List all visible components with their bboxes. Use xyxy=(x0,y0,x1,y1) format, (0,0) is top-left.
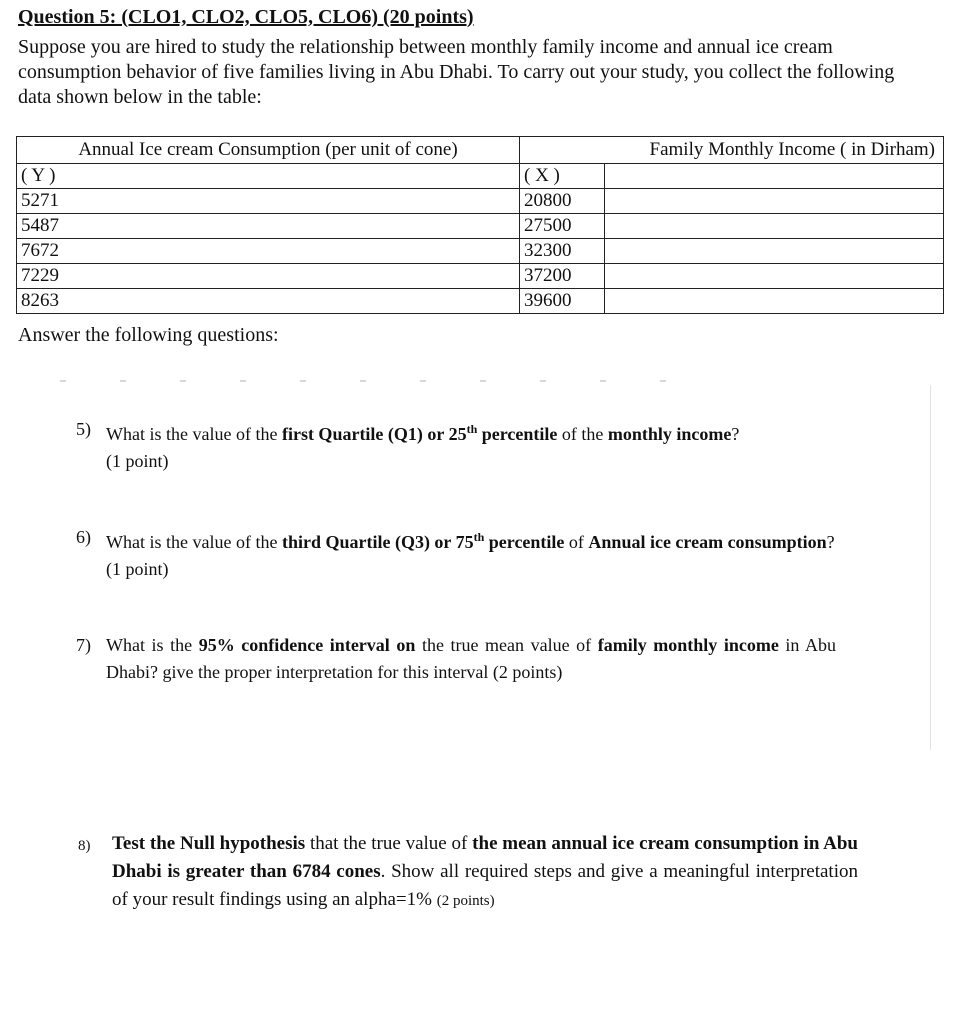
data-table xyxy=(16,136,944,314)
question-number: 6) xyxy=(76,527,91,547)
question-body xyxy=(78,830,858,915)
table-empty-cell xyxy=(605,189,944,214)
table-row xyxy=(17,239,944,264)
table-empty-cell xyxy=(605,239,944,264)
question-text: What is the value of the xyxy=(106,532,282,552)
question-emphasis: first Quartile (Q1) or 25 xyxy=(281,424,467,444)
cell-y: 5487 xyxy=(17,214,520,239)
cell-y: 8263 xyxy=(17,289,520,314)
question-points: (2 points) xyxy=(436,893,495,909)
question-text: of xyxy=(564,532,589,552)
question-text: in Abu Dhabi? give the proper interpretation for this interval (2 points) xyxy=(106,635,836,682)
question-title: Question 5: (CLO1, CLO2, CLO5, CLO6) (20 points) xyxy=(18,6,474,28)
question-emphasis: third Quartile (Q3) or 75 xyxy=(281,532,474,552)
faint-divider xyxy=(60,380,720,382)
question-text: the true mean value of xyxy=(415,635,598,655)
cell-y: 7229 xyxy=(17,264,520,289)
cell-x: 27500 xyxy=(520,214,605,239)
table-empty-cell xyxy=(605,164,944,189)
question-emphasis: 95% confidence interval on xyxy=(198,635,416,655)
table-empty-cell xyxy=(605,264,944,289)
question-8 xyxy=(78,830,858,915)
question-text: . Show all required steps and give a meaningful interpretation of your result findings using an alpha=1% xyxy=(112,861,858,910)
col-y-header: Annual Ice cream Consumption (per unit of cone) xyxy=(17,137,520,164)
table-empty-cell xyxy=(605,214,944,239)
page-edge-line xyxy=(930,385,931,750)
question-points: (1 point) xyxy=(106,451,169,471)
cell-x: 39600 xyxy=(520,289,605,314)
col-y-symbol: ( Y ) xyxy=(17,164,520,189)
question-text: What is the xyxy=(106,635,199,655)
table-empty-cell xyxy=(605,289,944,314)
question-emphasis: percentile xyxy=(484,532,565,552)
cell-y: 7672 xyxy=(17,239,520,264)
question-text: What is the value of the xyxy=(106,424,282,444)
table-row xyxy=(17,164,944,189)
table-header-row xyxy=(17,137,944,164)
question-number: 8) xyxy=(78,838,91,854)
question-body xyxy=(76,632,836,686)
question-text: of the xyxy=(557,424,608,444)
cell-y: 5271 xyxy=(17,189,520,214)
question-text: that the true value of xyxy=(305,833,473,854)
question-emphasis: Annual ice cream consumption xyxy=(588,532,827,552)
question-number: 5) xyxy=(76,419,91,439)
cell-x: 20800 xyxy=(520,189,605,214)
answer-label: Answer the following questions: xyxy=(18,324,279,346)
table-row xyxy=(17,264,944,289)
question-7 xyxy=(76,632,836,686)
col-x-symbol: ( X ) xyxy=(520,164,605,189)
question-emphasis: family monthly income xyxy=(597,635,779,655)
question-text: ? xyxy=(731,424,740,444)
question-text: ? (1 point) xyxy=(106,532,835,579)
cell-x: 37200 xyxy=(520,264,605,289)
intro-paragraph: Suppose you are hired to study the relationship between monthly family income and annual ice cream consumption behavior of five families living in Abu Dhabi. To carry out your study, you collect the following data shown below in the table: xyxy=(18,36,895,108)
question-number: 7) xyxy=(76,635,91,655)
superscript: th xyxy=(466,422,478,436)
superscript: th xyxy=(473,530,485,544)
cell-x: 32300 xyxy=(520,239,605,264)
table-row xyxy=(17,214,944,239)
col-x-header: Family Monthly Income ( in Dirham) xyxy=(520,137,944,164)
table-row xyxy=(17,189,944,214)
question-emphasis: the mean annual ice cream consumption in Abu Dhabi is greater than 6784 cones xyxy=(112,833,858,882)
question-emphasis: Test the Null hypothesis xyxy=(112,833,306,854)
question-6 xyxy=(76,524,836,583)
question-emphasis: monthly income xyxy=(607,424,732,444)
question-emphasis: percentile xyxy=(477,424,558,444)
question-body xyxy=(76,524,836,583)
table-row xyxy=(17,289,944,314)
question-5 xyxy=(76,416,856,475)
question-body xyxy=(76,416,856,475)
